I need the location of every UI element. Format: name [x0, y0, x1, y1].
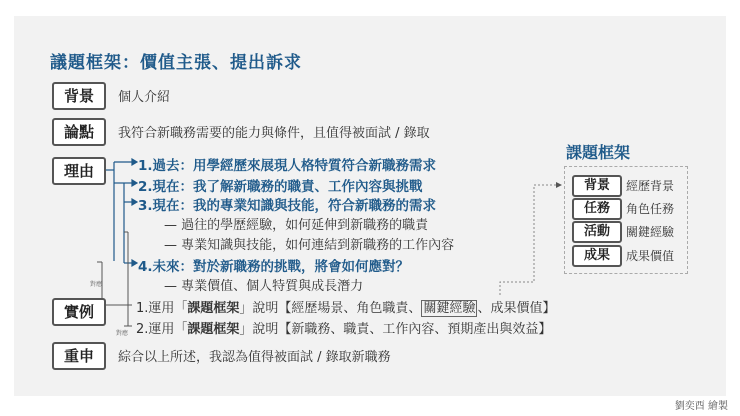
reason-item-3-detail-2: — 專業知識與技能，如何連結到新職務的工作內容 — [164, 238, 455, 253]
side-item-activity-text: 關鍵經驗 — [626, 225, 675, 239]
reason-item-4: 4.未來：對於新職務的挑戰，將會如何應對？ — [138, 259, 410, 275]
reason-item-2: 2.現在：我了解新職務的職責、工作內容與挑戰 — [138, 179, 423, 195]
side-item-result-label: 成果 — [583, 248, 610, 263]
side-item-background-label: 背景 — [583, 178, 610, 193]
connector-label-1: 對應 — [90, 281, 103, 288]
example-item-1 — [136, 297, 555, 316]
background-label-box — [52, 82, 106, 110]
restate-label-box — [52, 342, 106, 370]
argument-label: 論點 — [63, 123, 94, 141]
reason-item-1: 1.過去：用學經歷來展現人格特質符合新職務需求 — [138, 158, 437, 174]
example-1-middle: 」說明【經歷場景、角色職責、 — [239, 301, 422, 316]
page-title: 議題框架：價值主張、提出訴求 — [50, 53, 302, 73]
reason-item-3: 3.現在：我的專業知識與技能，符合新職務的需求 — [138, 198, 437, 214]
example-2-suffix: 」說明【新職務、職責、工作內容、預期產出與效益】 — [239, 322, 552, 337]
side-item-background-text: 經歷背景 — [626, 179, 675, 193]
restate-text: 綜合以上所述，我認為值得被面試 / 錄取新職務 — [118, 350, 391, 365]
example-1-prefix: 1.運用「 — [136, 301, 188, 316]
example-item-2 — [136, 318, 551, 337]
example-2-framework: 課題框架 — [187, 322, 240, 337]
credit-text: 劉奕酉 繪製 — [674, 401, 728, 412]
reason-label-box — [52, 157, 106, 185]
connector-label-2: 對應 — [116, 330, 129, 337]
side-item-task-label: 任務 — [583, 201, 610, 216]
reason-item-3-detail-1: — 過往的學歷經驗，如何延伸到新職務的職責 — [164, 218, 429, 233]
background-label: 背景 — [63, 87, 94, 105]
example-label: 實例 — [63, 303, 94, 321]
side-item-background-box — [572, 175, 622, 197]
argument-text: 我符合新職務需要的能力與條件，且值得被面試 / 錄取 — [118, 126, 430, 141]
side-item-result-text: 成果價值 — [626, 249, 675, 263]
reason-item-4-detail: — 專業價值、個人特質與成長潛力 — [164, 279, 364, 294]
side-item-task-box — [572, 198, 622, 220]
key-experience-highlight: 關鍵經驗 — [423, 301, 476, 316]
argument-label-box — [52, 118, 106, 146]
side-item-activity-label: 活動 — [583, 224, 610, 239]
example-1-framework: 課題框架 — [187, 301, 240, 316]
reason-label: 理由 — [63, 162, 94, 180]
side-item-result-box — [572, 245, 622, 267]
side-item-task-text: 角色任務 — [626, 202, 675, 216]
side-panel-title: 課題框架 — [566, 143, 631, 162]
example-1-suffix: 、成果價值】 — [477, 301, 556, 316]
background-text: 個人介紹 — [118, 90, 171, 105]
example-2-prefix: 2.運用「 — [136, 322, 188, 337]
example-label-box — [52, 298, 106, 326]
side-item-activity-box — [572, 221, 622, 243]
restate-label: 重申 — [63, 347, 94, 365]
